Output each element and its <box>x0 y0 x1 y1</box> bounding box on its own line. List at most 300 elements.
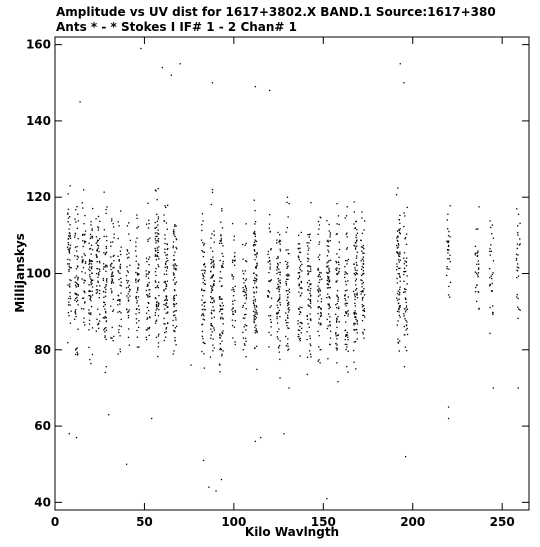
data-point <box>214 347 215 348</box>
data-point <box>92 236 93 237</box>
data-point <box>99 262 100 263</box>
data-point <box>203 319 204 320</box>
data-point <box>166 261 167 262</box>
data-point <box>68 235 69 236</box>
data-point <box>406 261 407 262</box>
data-point <box>121 326 122 327</box>
data-point <box>344 330 345 331</box>
data-point <box>245 285 246 286</box>
data-point <box>328 241 329 242</box>
data-point <box>345 349 346 350</box>
data-point <box>306 331 307 332</box>
data-point <box>128 293 129 294</box>
data-point <box>328 325 329 326</box>
data-point <box>222 245 223 246</box>
data-point <box>89 261 90 262</box>
data-point <box>105 312 106 313</box>
data-point <box>310 271 311 272</box>
data-point <box>213 280 214 281</box>
data-point <box>69 263 70 264</box>
data-point <box>213 283 214 284</box>
data-point <box>299 338 300 339</box>
data-point <box>300 265 301 266</box>
x-tick-label: 0 <box>50 515 60 529</box>
data-point <box>105 253 106 254</box>
data-point <box>363 282 364 283</box>
data-point <box>165 263 166 264</box>
data-point <box>337 274 338 275</box>
data-point <box>348 296 349 297</box>
data-point <box>319 335 320 336</box>
data-point <box>97 226 98 227</box>
data-point <box>138 279 139 280</box>
data-point <box>113 282 114 283</box>
data-point <box>69 279 70 280</box>
data-point <box>213 301 214 302</box>
data-point <box>257 313 258 314</box>
data-point <box>298 329 299 330</box>
data-point <box>233 278 234 279</box>
data-point <box>174 234 175 235</box>
data-point <box>176 238 177 239</box>
data-point <box>82 260 83 261</box>
data-point <box>327 245 328 246</box>
data-point <box>163 318 164 319</box>
data-point <box>212 350 213 351</box>
data-point <box>69 283 70 284</box>
data-point <box>319 318 320 319</box>
data-point <box>173 229 174 230</box>
data-point <box>212 82 213 83</box>
data-point <box>213 266 214 267</box>
data-point <box>346 346 347 347</box>
data-point <box>404 215 405 216</box>
data-point <box>344 315 345 316</box>
data-point <box>277 284 278 285</box>
data-point <box>254 282 255 283</box>
data-point <box>203 282 204 283</box>
data-point <box>403 82 404 83</box>
data-point <box>491 278 492 279</box>
data-point <box>90 300 91 301</box>
data-point <box>254 231 255 232</box>
data-point <box>210 338 211 339</box>
data-point <box>346 234 347 235</box>
data-point <box>113 226 114 227</box>
data-point <box>279 262 280 263</box>
data-point <box>518 214 519 215</box>
data-point <box>118 225 119 226</box>
data-point <box>253 280 254 281</box>
data-point <box>354 312 355 313</box>
data-point <box>176 225 177 226</box>
data-point <box>310 354 311 355</box>
y-tick-label: 60 <box>34 419 51 434</box>
data-point <box>299 330 300 331</box>
data-point <box>327 255 328 256</box>
data-point <box>398 309 399 310</box>
data-point <box>277 256 278 257</box>
data-point <box>77 246 78 247</box>
data-point <box>219 297 220 298</box>
data-point <box>204 280 205 281</box>
data-point <box>277 266 278 267</box>
data-point <box>336 262 337 263</box>
data-point <box>446 268 447 269</box>
data-point <box>355 317 356 318</box>
data-point <box>339 321 340 322</box>
data-point <box>222 354 223 355</box>
data-point <box>356 313 357 314</box>
data-point <box>214 316 215 317</box>
data-point <box>203 245 204 246</box>
data-point <box>104 308 105 309</box>
data-point <box>99 269 100 270</box>
data-point <box>407 328 408 329</box>
data-point <box>92 280 93 281</box>
data-point <box>347 280 348 281</box>
data-point <box>108 414 109 415</box>
data-point <box>310 290 311 291</box>
data-point <box>149 293 150 294</box>
data-point <box>174 284 175 285</box>
data-point <box>287 197 288 198</box>
data-point <box>90 236 91 237</box>
data-point <box>344 274 345 275</box>
data-point <box>99 261 100 262</box>
data-point <box>98 274 99 275</box>
data-point <box>245 260 246 261</box>
data-point <box>245 280 246 281</box>
data-point <box>103 306 104 307</box>
data-point <box>76 282 77 283</box>
data-point <box>516 208 517 209</box>
data-point <box>255 325 256 326</box>
data-point <box>128 315 129 316</box>
data-point <box>158 334 159 335</box>
data-point <box>337 316 338 317</box>
data-point <box>345 294 346 295</box>
data-point <box>120 247 121 248</box>
data-point <box>398 294 399 295</box>
data-point <box>478 292 479 293</box>
data-point <box>213 274 214 275</box>
data-point <box>166 222 167 223</box>
data-point <box>127 270 128 271</box>
data-point <box>397 247 398 248</box>
data-point <box>234 252 235 253</box>
data-point <box>167 254 168 255</box>
data-point <box>204 263 205 264</box>
data-point <box>137 346 138 347</box>
data-point <box>232 275 233 276</box>
data-point <box>287 305 288 306</box>
data-point <box>321 272 322 273</box>
data-point <box>202 313 203 314</box>
data-point <box>211 233 212 234</box>
data-point <box>146 290 147 291</box>
data-point <box>223 323 224 324</box>
data-point <box>321 298 322 299</box>
data-point <box>95 218 96 219</box>
data-point <box>202 324 203 325</box>
data-point <box>270 326 271 327</box>
data-point <box>328 224 329 225</box>
data-point <box>404 308 405 309</box>
data-point <box>137 289 138 290</box>
data-point <box>301 288 302 289</box>
data-point <box>287 338 288 339</box>
data-point <box>234 327 235 328</box>
data-point <box>277 232 278 233</box>
data-point <box>256 266 257 267</box>
data-point <box>407 309 408 310</box>
data-point <box>310 266 311 267</box>
data-point <box>344 298 345 299</box>
data-point <box>210 302 211 303</box>
data-point <box>84 291 85 292</box>
data-point <box>149 289 150 290</box>
data-point <box>300 287 301 288</box>
data-point <box>126 280 127 281</box>
data-point <box>335 261 336 262</box>
data-point <box>278 269 279 270</box>
data-point <box>403 212 404 213</box>
data-point <box>157 356 158 357</box>
data-point <box>211 310 212 311</box>
data-point <box>243 326 244 327</box>
data-point <box>220 271 221 272</box>
data-point <box>254 210 255 211</box>
data-point <box>203 302 204 303</box>
data-point <box>405 297 406 298</box>
data-point <box>88 284 89 285</box>
data-point <box>298 336 299 337</box>
data-point <box>243 305 244 306</box>
data-point <box>254 348 255 349</box>
data-point <box>287 266 288 267</box>
data-point <box>67 284 68 285</box>
data-point <box>354 273 355 274</box>
data-point <box>164 308 165 309</box>
data-point <box>337 335 338 336</box>
data-point <box>256 330 257 331</box>
data-point <box>176 326 177 327</box>
data-point <box>353 291 354 292</box>
data-point <box>404 260 405 261</box>
data-point <box>280 250 281 251</box>
data-point <box>267 254 268 255</box>
data-point <box>104 229 105 230</box>
data-point <box>210 296 211 297</box>
data-point <box>326 272 327 273</box>
data-point <box>128 317 129 318</box>
data-point <box>330 307 331 308</box>
data-point <box>286 279 287 280</box>
data-point <box>138 296 139 297</box>
data-point <box>344 266 345 267</box>
data-point <box>136 218 137 219</box>
data-point <box>85 272 86 273</box>
data-point <box>232 262 233 263</box>
data-point <box>148 264 149 265</box>
data-point <box>82 202 83 203</box>
data-point <box>156 227 157 228</box>
data-point <box>396 194 397 195</box>
data-point <box>516 296 517 297</box>
data-point <box>166 270 167 271</box>
data-point <box>245 270 246 271</box>
data-point <box>517 254 518 255</box>
data-point <box>166 331 167 332</box>
data-point <box>120 278 121 279</box>
data-point <box>97 250 98 251</box>
data-point <box>83 322 84 323</box>
data-point <box>337 233 338 234</box>
data-point <box>110 269 111 270</box>
data-point <box>81 278 82 279</box>
data-point <box>146 313 147 314</box>
data-point <box>363 338 364 339</box>
data-point <box>354 314 355 315</box>
data-point <box>126 275 127 276</box>
data-point <box>135 246 136 247</box>
data-point <box>77 228 78 229</box>
data-point <box>219 311 220 312</box>
data-point <box>110 305 111 306</box>
data-point <box>234 341 235 342</box>
data-point <box>164 238 165 239</box>
data-point <box>78 284 79 285</box>
data-point <box>81 256 82 257</box>
data-point <box>254 242 255 243</box>
data-point <box>136 330 137 331</box>
data-point <box>516 254 517 255</box>
data-point <box>234 300 235 301</box>
data-point <box>120 210 121 211</box>
data-point <box>203 353 204 354</box>
data-point <box>287 275 288 276</box>
data-point <box>69 232 70 233</box>
data-point <box>119 335 120 336</box>
data-point <box>84 215 85 216</box>
data-point <box>356 321 357 322</box>
data-point <box>68 269 69 270</box>
data-point <box>318 221 319 222</box>
data-point <box>205 270 206 271</box>
data-point <box>477 250 478 251</box>
data-point <box>319 289 320 290</box>
data-point <box>126 309 127 310</box>
data-point <box>99 271 100 272</box>
data-point <box>254 223 255 224</box>
data-point <box>254 240 255 241</box>
data-point <box>96 289 97 290</box>
data-point <box>491 276 492 277</box>
data-point <box>75 282 76 283</box>
data-point <box>276 318 277 319</box>
data-point <box>128 280 129 281</box>
data-point <box>285 312 286 313</box>
data-point <box>286 325 287 326</box>
data-point <box>212 286 213 287</box>
data-point <box>256 310 257 311</box>
data-point <box>148 220 149 221</box>
data-point <box>171 75 172 76</box>
data-point <box>363 248 364 249</box>
data-point <box>493 238 494 239</box>
data-point <box>158 295 159 296</box>
data-point <box>118 329 119 330</box>
data-point <box>98 272 99 273</box>
data-point <box>450 261 451 262</box>
data-point <box>156 320 157 321</box>
data-point <box>288 309 289 310</box>
data-point <box>357 293 358 294</box>
data-point <box>287 327 288 328</box>
data-point <box>136 308 137 309</box>
data-point <box>286 283 287 284</box>
data-point <box>299 272 300 273</box>
data-point <box>449 236 450 237</box>
data-point <box>119 266 120 267</box>
data-point <box>223 261 224 262</box>
data-point <box>210 325 211 326</box>
data-point <box>155 282 156 283</box>
data-point <box>326 498 327 499</box>
data-point <box>300 322 301 323</box>
data-point <box>148 278 149 279</box>
data-point <box>175 247 176 248</box>
data-point <box>105 296 106 297</box>
data-point <box>271 298 272 299</box>
data-point <box>76 286 77 287</box>
data-point <box>221 267 222 268</box>
data-point <box>255 316 256 317</box>
data-point <box>357 332 358 333</box>
data-point <box>279 345 280 346</box>
data-point <box>158 346 159 347</box>
data-point <box>310 345 311 346</box>
data-point <box>299 248 300 249</box>
data-point <box>309 293 310 294</box>
data-point <box>256 317 257 318</box>
data-point <box>277 287 278 288</box>
data-point <box>301 264 302 265</box>
data-point <box>448 268 449 269</box>
data-point <box>112 273 113 274</box>
data-point <box>129 285 130 286</box>
data-point <box>336 307 337 308</box>
data-point <box>253 317 254 318</box>
data-point <box>348 313 349 314</box>
data-point <box>137 287 138 288</box>
data-point <box>148 328 149 329</box>
data-point <box>398 268 399 269</box>
data-point <box>201 270 202 271</box>
data-point <box>279 316 280 317</box>
data-point <box>68 271 69 272</box>
data-point <box>138 320 139 321</box>
data-point <box>307 290 308 291</box>
data-point <box>399 286 400 287</box>
data-point <box>299 267 300 268</box>
data-point <box>279 359 280 360</box>
data-point <box>318 275 319 276</box>
data-point <box>98 230 99 231</box>
data-point <box>319 224 320 225</box>
data-point <box>97 241 98 242</box>
